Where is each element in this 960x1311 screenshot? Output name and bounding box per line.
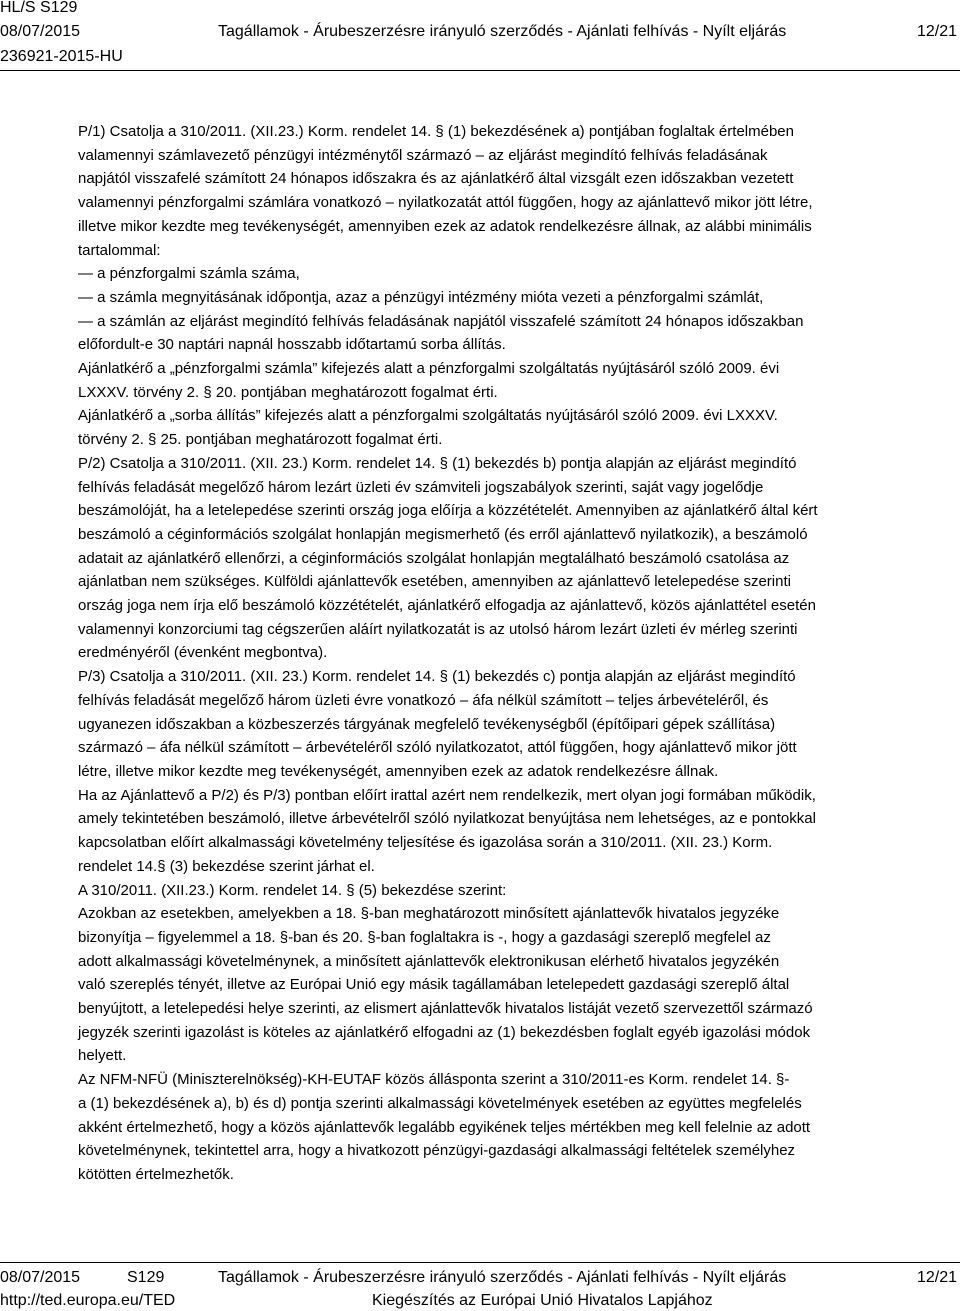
body-line: helyett. (78, 1047, 127, 1065)
body-line: napjától visszafelé számított 24 hónapos időszakra és az ajánlatkérő által vizsgált ezen időszakban vezetett (78, 170, 794, 188)
footer-date: 08/07/2015 (0, 1269, 81, 1286)
body-line: Az NFM-NFÜ (Miniszterelnökség)-KH-EUTAF közös állásponta szerint a 310/2011-es Korm. rendelet 14. §- (78, 1071, 790, 1089)
body-line: Ajánlatkérő a „pénzforgalmi számla” kifejezés alatt a pénzforgalmi szolgáltatás nyújtásáról szóló 2009. évi (78, 360, 780, 378)
body-line: követelménynek, tekintettel arra, hogy a hivatkozott pénzügyi-gazdasági alkalmassági feltételek személyhez (78, 1142, 796, 1160)
body-line: P/3) Csatolja a 310/2011. (XII. 23.) Korm. rendelet 14. § (1) bekezdés c) pontja alapján az eljárást megindító (78, 668, 796, 686)
body-line: ajánlatban nem szükséges. Külföldi ajánlattevők esetében, amennyiben az ajánlattevő letelepedése szerinti (78, 573, 791, 591)
header-date: 08/07/2015 (0, 23, 81, 40)
document-body (78, 120, 953, 1187)
page-footer (0, 1263, 960, 1311)
body-line: P/1) Csatolja a 310/2011. (XII.23.) Korm. rendelet 14. § (1) bekezdésének a) pontjában foglaltak értelmében (78, 123, 794, 140)
footer-title: Tagállamok - Árubeszerzésre irányuló szerződés - Ajánlati felhívás - Nyílt eljárás (218, 1269, 787, 1286)
body-line: tartalommal: (78, 241, 161, 259)
body-line: származó – áfa nélkül számított – árbevételéről szóló nyilatkozatot, attól függően, hogy ajánlattevő mikor jött (78, 739, 797, 757)
body-line: — a számla megnyitásának időpontja, azaz a pénzügyi intézmény mióta vezeti a pénzforgalmi számlát, (78, 288, 764, 306)
footer-supplement: Kiegészítés az Európai Unió Hivatalos Lapjához (372, 1292, 713, 1309)
footer-url: http://ted.europa.eu/TED (0, 1292, 176, 1309)
body-line: — a pénzforgalmi számla száma, (78, 265, 300, 283)
body-line: eredményéről (évenként megbontva). (78, 644, 328, 662)
body-line: illetve mikor kezdte meg tevékenységét, amennyiben ezek az adatok rendelkezésre állnak, az alábbi minimális (78, 217, 812, 235)
header-divider (0, 70, 960, 71)
body-line: adatait az ajánlatkérő ellenőrzi, a céginformációs szolgálat honlapján megtalálható beszámoló csatolása az (78, 549, 790, 567)
body-line: beszámoló a céginformációs szolgálat honlapján megismerhető (és erről ajánlattevő nyilatkozik), a beszámoló (78, 525, 808, 543)
body-line: a (1) bekezdésének a), b) és d) pontja szerinti alkalmassági követelmények esetében az együttes megfelelés (78, 1094, 802, 1112)
body-line: jegyzék szerinti igazolást is köteles az ajánlatkérő elfogadni az (1) bekezdésben foglalt egyéb igazolási módok (78, 1023, 811, 1041)
body-line: bizonyítja – figyelemmel a 18. §-ban és 20. §-ban foglaltakra is -, hogy a gazdasági szereplő megfelel az (78, 928, 771, 946)
body-line: akként értelmezhető, hogy a közös ajánlattevők legalább egyikének teljes mértékben meg kell felelnie az adott (78, 1118, 811, 1136)
body-line: előfordult-e 30 naptári napnál hosszabb időtartamú sorba állítás. (78, 336, 506, 354)
body-line: Ajánlatkérő a „sorba állítás” kifejezés alatt a pénzforgalmi szolgáltatás nyújtásáról szóló 2009. évi LXXXV. (78, 407, 778, 425)
body-line: beszámolóját, ha a letelepedése szerinti ország joga előírja a közzétételét. Amennyiben az ajánlatkérő által kért (78, 502, 818, 520)
body-line: amely tekintetében beszámoló, illetve árbevételről szóló nyilatkozat benyújtása nem lehetséges, az e pontokkal (78, 810, 816, 828)
body-line: rendelet 14.§ (3) bekezdése szerint járhat el. (78, 857, 375, 875)
footer-page-number: 12/21 (916, 1269, 957, 1286)
page-header (0, 0, 960, 70)
body-line: benyújtott, a letelepedési helye szerinti, az elismert ajánlattevők hivatalos listáját vezető szervezettől származó (78, 1000, 813, 1018)
body-line: P/2) Csatolja a 310/2011. (XII. 23.) Korm. rendelet 14. § (1) bekezdés b) pontja alapján az eljárást megindító (78, 454, 797, 472)
body-line: felhívás feladását megelőző három lezárt üzleti év számviteli jogszabályok szerinti, saját vagy jogelődje (78, 478, 764, 496)
header-title: Tagállamok - Árubeszerzésre irányuló szerződés - Ajánlati felhívás - Nyílt eljárás (218, 23, 787, 40)
body-line: törvény 2. § 25. pontjában meghatározott fogalmat érti. (78, 431, 443, 449)
body-line: Azokban az esetekben, amelyekben a 18. §-ban meghatározott minősített ajánlattevők hivatalos jegyzéke (78, 905, 780, 923)
doc-code: HL/S S129 (0, 0, 78, 16)
body-line: LXXXV. törvény 2. § 20. pontjában meghatározott fogalmat érti. (78, 383, 498, 401)
body-line: valamennyi számlavezető pénzügyi intézménytől származó – az eljárást megindító felhívás feladásának (78, 146, 768, 164)
body-line: ország joga nem írja elő beszámoló közzétételét, ajánlatkérő elfogadja az ajánlattevő, közös ajánlattétel esetén (78, 597, 816, 615)
body-line: A 310/2011. (XII.23.) Korm. rendelet 14. § (5) bekezdése szerint: (78, 881, 507, 899)
body-line: valamennyi konzorciumi tag cégszerűen aláírt nyilatkozatát is az utolsó három lezárt üzleti év mérleg szerinti (78, 620, 798, 638)
body-line: Ha az Ajánlattevő a P/2) és P/3) pontban előírt irattal azért nem rendelkezik, mert olyan jogi formában működik, (78, 786, 816, 804)
footer-series: S129 (127, 1269, 165, 1286)
body-line: — a számlán az eljárást megindító felhívás feladásának napjától visszafelé számított 24 hónapos időszakban (78, 312, 804, 330)
header-page-number: 12/21 (916, 23, 957, 40)
body-line: felhívás feladását megelőző három üzleti évre vonatkozó – áfa nélkül számított – teljes árbevételéről, és (78, 691, 769, 709)
body-line: ugyanezen időszakban a közbeszerzés tárgyának megfelelő tevékenységből (építőipari gépek szállítása) (78, 715, 776, 733)
header-reference: 236921-2015-HU (0, 48, 123, 65)
body-line: kötötten értelmezhetők. (78, 1165, 234, 1183)
body-line: kapcsolatban előírt alkalmassági követelmény teljesítése és igazolása során a 310/2011. (XII. 23.) Korm. (78, 834, 773, 852)
body-line: létre, illetve mikor kezdte meg tevékenységét, amennyiben ezek az adatok rendelkezésre állnak. (78, 762, 719, 780)
body-line: adott alkalmassági követelménynek, a minősített ajánlattevők elektronikusan elérhető hivatalos jegyzékén (78, 952, 780, 970)
body-line: való szereplés tényét, illetve az Európai Unió egy másik tagállamában letelepedett gazdasági szereplő által (78, 976, 790, 994)
body-line: valamennyi pénzforgalmi számlára vonatkozó – nyilatkozatát attól függően, hogy az ajánlattevő mikor jött létre, (78, 194, 813, 212)
